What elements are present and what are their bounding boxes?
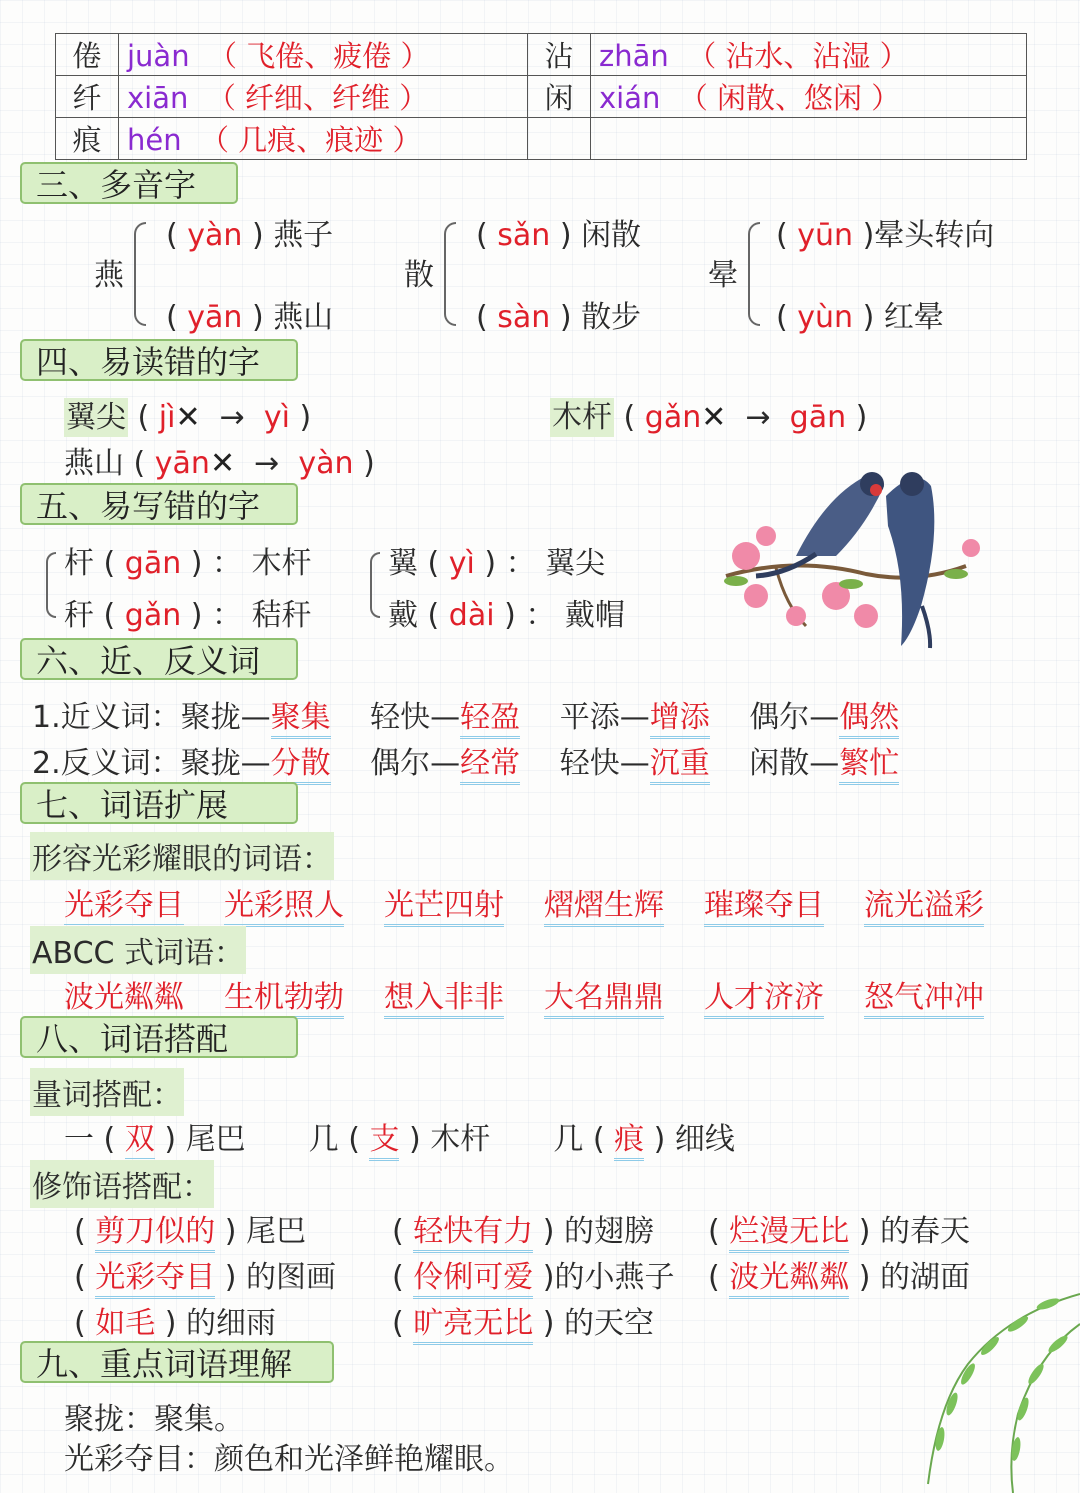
brace bbox=[444, 222, 456, 326]
sublabel: 修饰语搭配： bbox=[30, 1160, 214, 1208]
vocab-table bbox=[55, 33, 1027, 160]
brace bbox=[46, 552, 56, 618]
polyphone-line: ( yàn ) 燕子 bbox=[166, 218, 334, 253]
pinyin: juàn bbox=[127, 39, 190, 73]
miswrite-line: 杆 ( gān ) ： 木杆 bbox=[64, 546, 312, 581]
section-title-4: 四、易读错的字 bbox=[20, 339, 298, 381]
modifier-item: ( 伶俐可爱 )的小燕子 bbox=[392, 1252, 675, 1296]
table-cell bbox=[119, 34, 528, 76]
section-title-7: 七、词语扩展 bbox=[20, 782, 298, 824]
polyphone-line: ( yān ) 燕山 bbox=[166, 300, 334, 335]
sublabel: 形容光彩耀眼的词语： bbox=[30, 832, 334, 880]
words: （ 闲散、悠闲 ） bbox=[678, 81, 901, 115]
section-title-5: 五、易写错的字 bbox=[20, 483, 298, 525]
polyphone-line: ( yūn )晕头转向 bbox=[776, 218, 995, 253]
modifier-item: ( 波光粼粼 ) 的湖面 bbox=[708, 1252, 970, 1296]
modifier-item: ( 如毛 ) 的细雨 bbox=[74, 1298, 276, 1342]
misread-line: 翼尖 ( jì✕ → yì ) bbox=[66, 400, 312, 435]
section-title-6: 六、近、反义词 bbox=[20, 638, 298, 680]
pinyin: xián bbox=[599, 81, 661, 115]
table-cell bbox=[119, 76, 528, 118]
section-title-9: 九、重点词语理解 bbox=[20, 1341, 334, 1383]
table-cell bbox=[591, 118, 1027, 160]
words: （ 几痕、痕迹 ） bbox=[200, 123, 422, 157]
words: （ 纤细、纤维 ） bbox=[206, 81, 429, 115]
blossoms bbox=[732, 526, 980, 628]
swallow-right bbox=[886, 472, 934, 648]
swallow-left bbox=[756, 472, 884, 576]
pinyin: hén bbox=[127, 123, 182, 157]
measure-row: 一 ( 双 ) 尾巴 几 ( 支 ) 木杆 几 ( 痕 ) 细线 bbox=[64, 1114, 735, 1158]
table-row bbox=[56, 34, 1027, 76]
sublabel: ABCC 式词语： bbox=[30, 926, 246, 974]
polyphone-char: 散 bbox=[404, 258, 434, 293]
modifier-item: ( 烂漫无比 ) 的春天 bbox=[708, 1206, 970, 1250]
table-row bbox=[56, 118, 1027, 160]
brace bbox=[370, 552, 380, 618]
synonym-line: 1.近义词：聚拢—聚集 轻快—轻盈 平添—增添 偶尔—偶然 bbox=[32, 692, 899, 736]
section-title-8: 八、词语搭配 bbox=[20, 1016, 298, 1058]
words: （ 沾水、沾湿 ） bbox=[687, 39, 909, 73]
definition-line: 光彩夺目：颜色和光泽鲜艳耀眼。 bbox=[64, 1442, 514, 1477]
willow-branch-icon bbox=[868, 1284, 1080, 1493]
definition-line: 聚拢：聚集。 bbox=[64, 1402, 244, 1437]
modifier-item: ( 光彩夺目 ) 的图画 bbox=[74, 1252, 336, 1296]
table-cell bbox=[591, 34, 1027, 76]
table-row bbox=[56, 76, 1027, 118]
polyphone-line: ( sǎn ) 闲散 bbox=[476, 218, 642, 253]
idiom-row: 波光粼粼 生机勃勃 想入非非 大名鼎鼎 人才济济 怒气冲冲 bbox=[64, 972, 984, 1016]
pinyin: xiān bbox=[127, 81, 189, 115]
pinyin: zhān bbox=[599, 39, 669, 73]
polyphone-line: ( yùn ) 红晕 bbox=[776, 300, 944, 335]
table-char: 倦 bbox=[56, 34, 119, 76]
polyphone-char: 晕 bbox=[708, 258, 738, 293]
table-char: 痕 bbox=[56, 118, 119, 160]
table-cell bbox=[119, 118, 528, 160]
brace bbox=[134, 222, 146, 326]
modifier-item: ( 轻快有力 ) 的翅膀 bbox=[392, 1206, 654, 1250]
miswrite-line: 翼 ( yì ) ： 翼尖 bbox=[388, 546, 606, 581]
modifier-item: ( 剪刀似的 ) 尾巴 bbox=[74, 1206, 306, 1250]
modifier-item: ( 旷亮无比 ) 的天空 bbox=[392, 1298, 654, 1342]
table-char: 纤 bbox=[56, 76, 119, 118]
misread-line: 木杆 ( gǎn✕ → gān ) bbox=[552, 400, 868, 435]
table-char: 闲 bbox=[528, 76, 591, 118]
brace bbox=[748, 222, 760, 326]
table-cell bbox=[591, 76, 1027, 118]
misread-line: 燕山 ( yān✕ → yàn ) bbox=[64, 446, 375, 481]
polyphone-char: 燕 bbox=[94, 258, 124, 293]
swallow-illustration-icon bbox=[716, 456, 984, 650]
miswrite-line: 戴 ( dài ) ： 戴帽 bbox=[388, 598, 625, 633]
polyphone-line: ( sàn ) 散步 bbox=[476, 300, 642, 335]
table-char bbox=[528, 118, 591, 160]
idiom-row: 光彩夺目 光彩照人 光芒四射 熠熠生辉 璀璨夺目 流光溢彩 bbox=[64, 880, 984, 924]
miswrite-line: 秆 ( gǎn ) ： 秸秆 bbox=[64, 598, 312, 633]
words: （ 飞倦、疲倦 ） bbox=[208, 39, 430, 73]
antonym-line: 2.反义词：聚拢—分散 偶尔—经常 轻快—沉重 闲散—繁忙 bbox=[32, 738, 899, 782]
sublabel: 量词搭配： bbox=[30, 1068, 184, 1116]
table-char: 沾 bbox=[528, 34, 591, 76]
section-title-3: 三、多音字 bbox=[20, 162, 238, 204]
